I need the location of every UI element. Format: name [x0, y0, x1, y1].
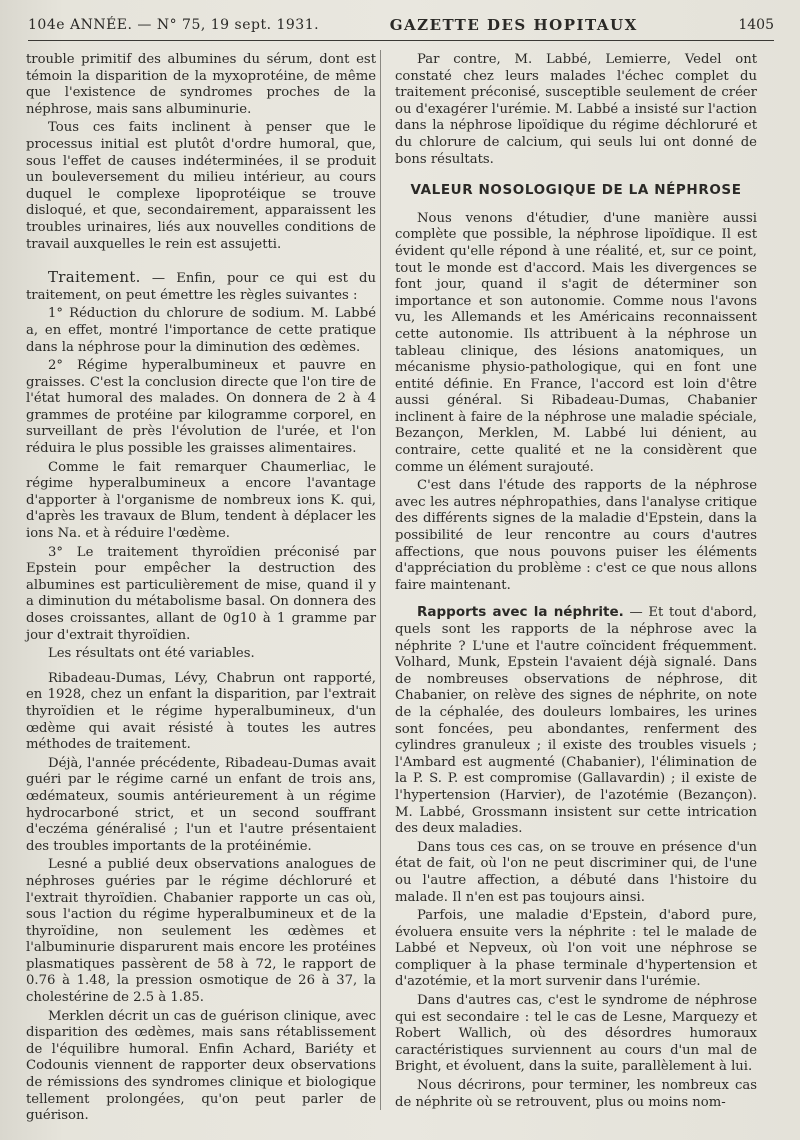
paragraph: 1° Réduction du chlorure de sodium. M. Labbé a, en effet, montré l'importance de cette pratique dans la néphrose pour la diminution des œdèmes. [26, 306, 376, 355]
paragraph: Par contre, M. Labbé, Lemierre, Vedel ont constaté chez leurs malades l'échec complet du traitement préconisé, susceptible seulement de créer ou d'exagérer l'urémie. M. Labbé a insisté sur l'action dans la néphrose lipoïdique du régime déchloruré et du chlorure de calcium, qui seuls lui ont donné de bons résultats. [395, 52, 757, 167]
paragraph [26, 269, 376, 304]
paragraph: 3° Le traitement thyroïdien préconisé par Epstein pour empêcher la destruction des albumines est particulièrement de mise, quand il y a diminution du métabolisme basal. On donnera des doses croissantes, allant de 0g10 à 1 gramme par jour d'extrait thyroïdien. [26, 544, 376, 643]
paragraph: Déjà, l'année précédente, Ribadeau-Dumas avait guéri par le régime carné un enfant de trois ans, œdémateux, soumis antérieurement à un régime hydrocarboné strict, et un second souffrant d'eczéma généralisé ; l'un et l'autre présentaient des troubles importants de la protéinémie. [26, 755, 376, 854]
issue-info: 104e ANNÉE. — N° 75, 19 sept. 1931. [28, 17, 320, 33]
journal-title: GAZETTE DES HOPITAUX [389, 16, 638, 34]
page-header [28, 12, 774, 38]
right-column [395, 52, 757, 1113]
paragraph [395, 604, 757, 837]
paragraph: Dans d'autres cas, c'est le syndrome de néphrose qui est secondaire : tel le cas de Lesne, Marquezy et Robert Wallich, où des désordres humoraux caractéristiques surviennent au cours d'un mal de Bright, et évoluent, dans la suite, parallèlement à lui. [395, 993, 757, 1075]
paragraph: Tous ces faits inclinent à penser que le processus initial est plutôt d'ordre humoral, que, sous l'effet de causes indéterminées, il se produit un bouleversement du milieu intérieur, au cours duquel le complexe lipoprotéique se trouve disloqué, et que, secondairement, apparaissent les troubles urinaires, liés aux nouvelles conditions de travail auxquelles le rein est assujetti. [26, 120, 376, 252]
paragraph: Les résultats ont été variables. [48, 646, 255, 662]
paragraph: Nous décrirons, pour terminer, les nombreux cas de néphrite où se retrouvent, plus ou moins nom- [395, 1078, 757, 1110]
paragraph: Nous venons d'étudier, d'une manière aussi complète que possible, la néphrose lipoïdique. Il est évident qu'elle répond à une réalité, et, sur ce point, tout le monde est d'accord. Mais les divergences se font jour, quand il s'agit de déterminer son importance et son autonomie. Comme nous l'avons vu, les Allemands et les Américains reconnaissent cette autonomie. Ils attribuent à la néphrose un tableau clinique, des lésions anatomiques, un mécanisme physio-pathologique, qui en font une entité définie. En France, l'accord est loin d'être aussi général. Si Ribadeau-Dumas, Chabanier inclinent à faire de la néphrose une maladie spéciale, Bezançon, Merklen, M. Labbé lui dénient, au contraire, cette qualité et ne la considèrent que comme un élément surajouté. [395, 210, 757, 475]
left-column [26, 52, 376, 1127]
paragraph: Parfois, une maladie d'Epstein, d'abord pure, évoluera ensuite vers la néphrite : tel le malade de Labbé et Nepveux, où l'on voit une néphrose se compliquer à la phase terminale d'hypertension et d'azotémie, et la mort survenir dans l'urémie. [395, 908, 757, 990]
paragraph: Ribadeau-Dumas, Lévy, Chabrun ont rapporté, en 1928, chez un enfant la disparition, par l'extrait thyroïdien et le régime hyperalbumineux, d'un œdème qui avait résisté à toutes les autres méthodes de traitement. [26, 670, 376, 753]
paragraph-text: — Enfin, pour ce qui est du traitement, on peut émettre les règles suivantes : [26, 271, 376, 303]
section-title: VALEUR NOSOLOGIQUE DE LA NÉPHROSE [410, 182, 742, 199]
traitement-heading: Traitement. [48, 268, 141, 287]
column-divider [380, 50, 381, 1110]
paragraph: trouble primitif des albumines du sérum, dont est témoin la disparition de la myxoprotéine, de même que l'existence de syndromes proches de la néphrose, mais sans albuminurie. [26, 52, 376, 117]
paragraph: Comme le fait remarquer Chaumerliac, le régime hyperalbumineux a encore l'avantage d'apporter à l'organisme de nombreux ions K. qui, d'après les travaux de Blum, tendent à déplacer les ions Na. et à réduire l'œdème. [26, 459, 376, 542]
paragraph-text: — Et tout d'abord, quels sont les rapports de la néphrose avec la néphrite ? L'une et l'autre coïncident fréquemment. Volhard, Munk, Epstein l'avaient déjà signalé. Dans de nombreuses observations de néphrose, dit Chabanier, on relève des signes de néphrite, on note de la céphalée, des douleurs lombaires, les urines sont foncées, peu abondantes, renferment des cylindres granuleux ; il existe des troubles visuels ; l'Ambard est augmenté (Chabanier), l'élimination de la P. S. P. est compromise (Gallavardin) ; il existe de l'hypertension (Harvier), de l'azotémie (Bezançon). M. Labbé, Grossmann insistent sur cette intrication des deux maladies. [395, 605, 757, 837]
paragraph: Lesné a publié deux observations analogues de néphroses guéries par le régime déchloruré et l'extrait thyroïdien. Chabanier rapporte un cas où, sous l'action du régime hyperalbumineux et de la thyroïdine, non seulement les œdèmes et l'albuminurie disparurent mais encore les protéines plasmatiques passèrent de 58 à 72, le rapport de 0.76 à 1.48, la pression osmotique de 26 à 37, la cholestérine de 2.5 à 1.85. [26, 857, 376, 1006]
paragraph: 2° Régime hyperalbumineux et pauvre en graisses. C'est la conclusion directe que l'on tire de l'état humoral des malades. On donnera de 2 à 4 grammes de protéine par kilogramme corporel, en surveillant de près l'évolution de l'urée, et l'on réduira le plus possible les graisses alimentaires. [26, 358, 376, 457]
paragraph: C'est dans l'étude des rapports de la néphrose avec les autres néphropathies, dans l'analyse critique des différents signes de la maladie d'Epstein, dans la possibilité de leur rencontre au cours d'autres affections, que nous pouvons puiser les éléments d'appréciation du problème : c'est ce que nous allons faire maintenant. [395, 478, 757, 593]
header-rule [28, 40, 774, 41]
page-number: 1405 [738, 17, 774, 33]
paragraph: Dans tous ces cas, on se trouve en présence d'un état de fait, où l'on ne peut discriminer qui, de l'une ou l'autre affection, a débuté dans l'histoire du malade. Il n'en est pas toujours ainsi. [395, 839, 757, 905]
paragraph: Merklen décrit un cas de guérison clinique, avec disparition des œdèmes, mais sans rétablissement de l'équilibre humoral. Enfin Achard, Bariéty et Codounis viennent de rapporter deux observations de rémissions des syndromes clinique et biologique tellement prolongées, qu'on peut parler de guérison. [26, 1008, 376, 1124]
rapports-heading: Rapports avec la néphrite. [417, 604, 624, 621]
